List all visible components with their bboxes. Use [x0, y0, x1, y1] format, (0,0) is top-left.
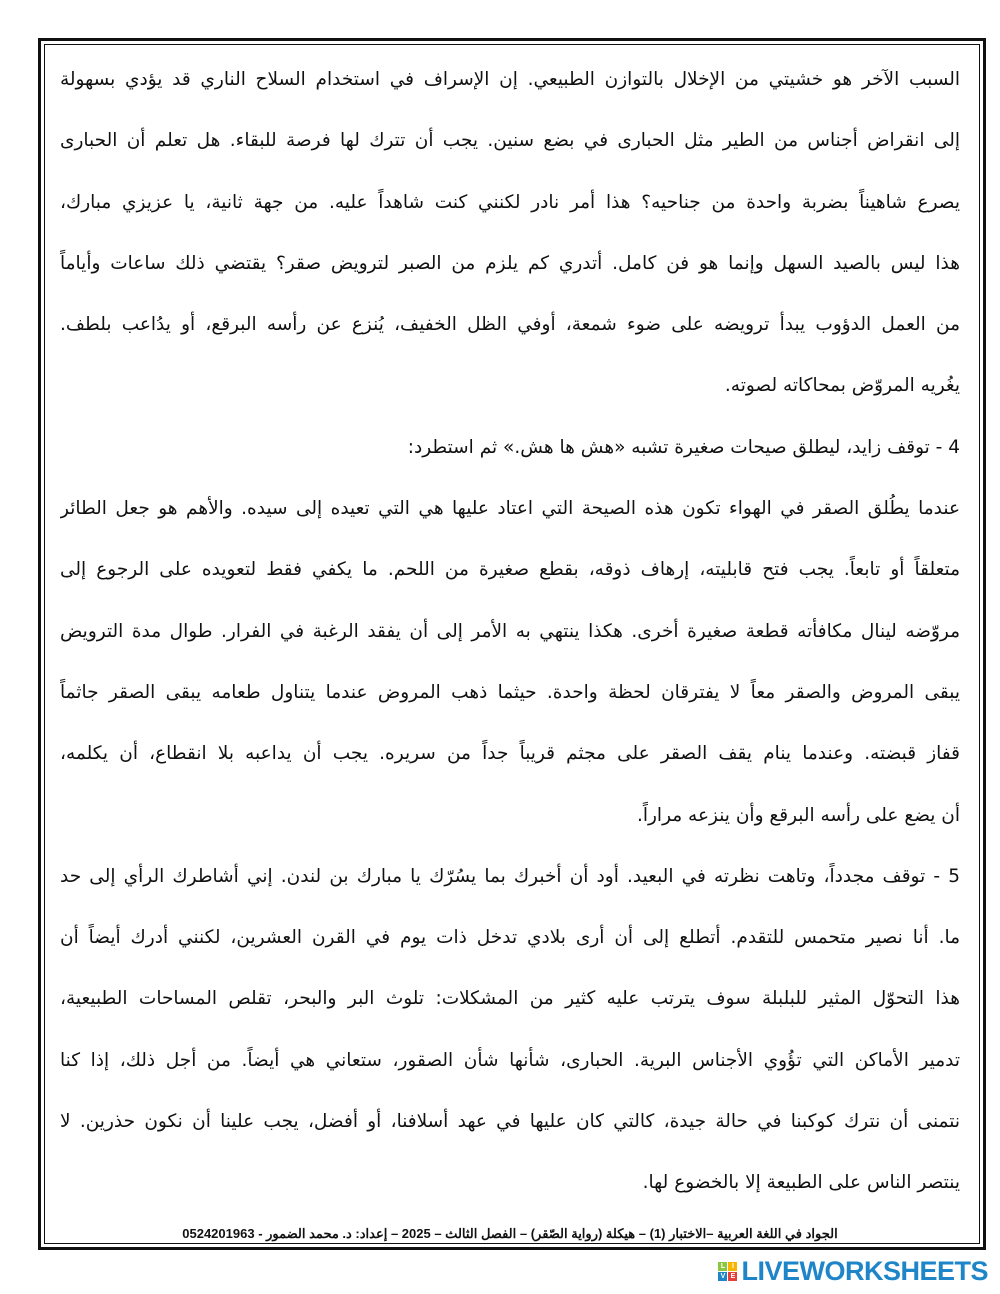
text-line: أن يضع على رأسه البرقع وأن ينزعه مراراً. [636, 804, 960, 826]
text-line: قفاز قبضته. وعندما ينام يقف الصقر على مجثم قريباً جداً من سريره. يجب أن يداعبه بلا انقطاع، أن يكلمه، [60, 743, 960, 765]
logo-mark-letter: E [728, 1272, 737, 1281]
text-line: إلى انقراض أجناس من الطير مثل الحبارى في بضع سنين. يجب أن تترك لها فرصة للبقاء. هل تعلم أن الحبارى [60, 130, 960, 152]
text-line: مروّضه لينال مكافأته قطعة صغيرة أخرى. هكذا ينتهي به الأمر إلى أن يفقد الرغبة في الفرار. طوال مدة الترويض [60, 620, 960, 642]
logo-mark-icon [718, 1262, 737, 1281]
page-footer: الجواد في اللغة العربية –الاختبار (1) – هيكلة (رواية الصّقر) – الفصل الثالث – 2025 – إعداد: د. محمد الضمور - 0524201963 [182, 1226, 838, 1241]
text-line: ينتصر الناس على الطبيعة إلا بالخضوع لها. [642, 1172, 960, 1194]
text-line: ما. أنا نصير متحمس للتقدم. أتطلع إلى أن أرى بلادي تدخل ذات يوم في القرن العشرين، لكنني أدرك أيضاً أن [60, 927, 960, 949]
text-line: يصرع شاهيناً بضربة واحدة من جناحيه؟ هذا أمر نادر لكنني كنت شاهداً عليه. من جهة ثانية، يا عزيزي مبارك، [60, 191, 960, 213]
text-line: السبب الآخر هو خشيتي من الإخلال بالتوازن الطبيعي. إن الإسراف في استخدام السلاح الناري قد يؤدي بسهولة [60, 69, 960, 90]
text-line: هذا التحوّل المثير للبلبلة سوف يترتب عليه كثير من المشكلات: تلوث البر والبحر، تقلص المساحات الطبيعية، [60, 988, 960, 1010]
logo-mark-letter: L [718, 1262, 727, 1271]
logo-mark-letter: V [718, 1272, 727, 1281]
liveworksheets-logo [718, 1256, 988, 1287]
text-line: يغُريه المروّض بمحاكاته لصوته. [724, 375, 960, 397]
text-line: عندما يطُلق الصقر في الهواء تكون هذه الصيحة التي اعتاد عليها هي التي تعيده إلى سيده. والأهم هو جعل الطائر [60, 498, 960, 520]
text-line: من العمل الدؤوب يبدأ ترويضه على ضوء شمعة، أوفي الظل الخفيف، يُنزع عن رأسه البرقع، أو يدُاعب بلطف. [60, 314, 960, 336]
text-line: تدمير الأماكن التي تؤُوي الأجناس البرية. الحبارى، شأنها شأن الصقور، ستعاني هي أيضاً. من أجل ذلك، إذا كنا [60, 1049, 960, 1071]
text-line: نتمنى أن نترك كوكبنا في حالة جيدة، كالتي كان عليها في عهد أسلافنا، أو أفضل، يجب علينا أن نكون حذرين. لا [60, 1111, 960, 1133]
text-line: 5 - توقف مجدداً، وتاهت نظرته في البعيد. أود أن أخبرك بما يسُرّك يا مبارك بن لندن. إني أشاطرك الرأي إلى حد [60, 865, 960, 887]
text-line: متعلقاً أو تابعاً. يجب فتح قابليته، إرهاف ذوقه، بقطع صغيرة من اللحم. ما يكفي فقط لتعويده على الرجوع إلى [60, 559, 960, 581]
text-line: 4 - توقف زايد، ليطلق صيحات صغيرة تشبه «هش ها هش.» ثم استطرد: [407, 436, 960, 458]
document-body [60, 52, 960, 1217]
logo-mark-letter: I [728, 1262, 737, 1271]
text-line: هذا ليس بالصيد السهل وإنما هو فن كامل. أتدري كم يلزم من الصبر لترويض صقر؟ يقتضي ذلك ساعات وأياماً [60, 252, 960, 274]
logo-text: LIVEWORKSHEETS [741, 1256, 988, 1286]
text-line: يبقى المروض والصقر معاً لا يفترقان لحظة واحدة. حيثما ذهب المروض عندما يتناول طعامه يبقى الصقر جاثماً [60, 681, 960, 703]
